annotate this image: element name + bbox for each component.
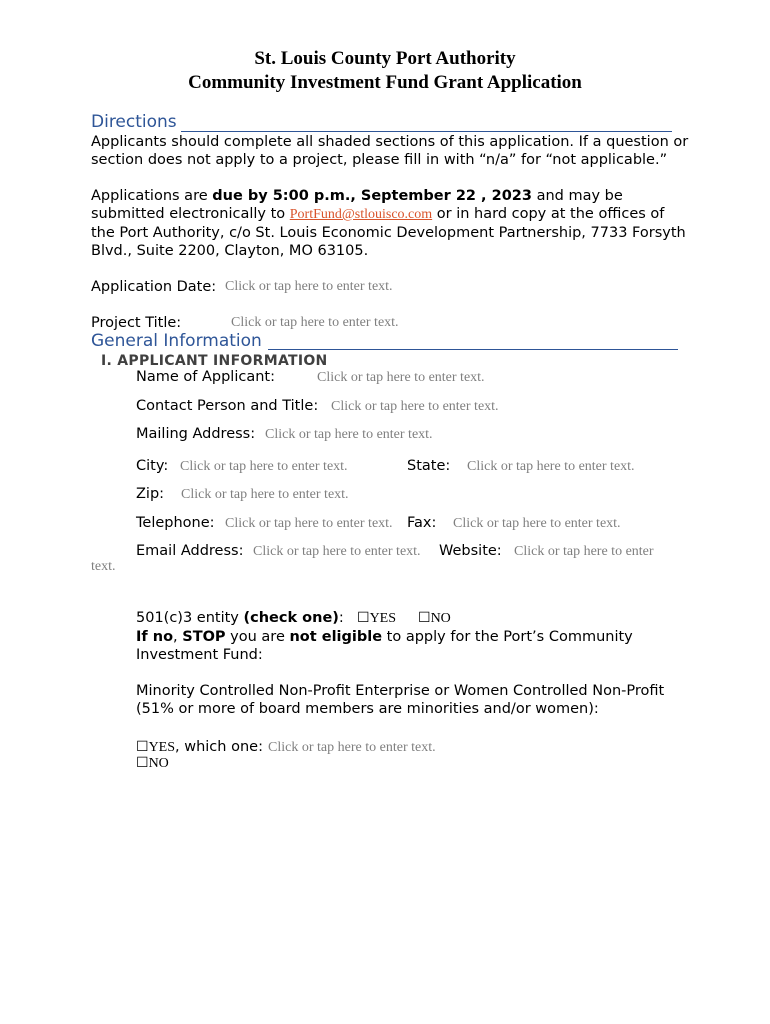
entity-label: 501(c)3 entity (136, 610, 244, 626)
minority-no-label: NO (148, 756, 169, 771)
directions-paragraph-1: Applicants should complete all shaded sections of this application. If a question or section does not apply to a project, please fill in with “n/a” for “not applicable.” (91, 134, 689, 168)
stop-word: STOP (182, 629, 226, 645)
fax-input[interactable]: Click or tap here to enter text. (453, 516, 621, 531)
entity-yes-option[interactable] (357, 610, 396, 627)
website-input-wrap[interactable]: text. (91, 559, 116, 574)
directions-rule (181, 131, 672, 132)
entity-colon: : (338, 610, 344, 626)
not-eligible: not eligible (289, 629, 383, 645)
telephone-input[interactable]: Click or tap here to enter text. (225, 516, 393, 531)
email-link[interactable]: PortFund@stlouisco.com (289, 207, 433, 222)
general-information-rule (268, 349, 678, 350)
mailing-address-input[interactable]: Click or tap here to enter text. (265, 427, 433, 442)
project-title-input[interactable]: Click or tap here to enter text. (231, 315, 399, 330)
minority-yes-checkbox[interactable]: ☐ (136, 740, 149, 755)
applicant-information-heading: I. APPLICANT INFORMATION (101, 353, 328, 369)
fax-label: Fax: (407, 515, 437, 531)
contact-person-input[interactable]: Click or tap here to enter text. (331, 399, 499, 414)
state-input[interactable]: Click or tap here to enter text. (467, 459, 635, 474)
stop-comma: , (173, 629, 183, 645)
general-information-heading: General Information (91, 331, 262, 351)
telephone-label: Telephone: (136, 515, 215, 531)
stop-notice (136, 628, 676, 664)
city-input[interactable]: Click or tap here to enter text. (180, 459, 348, 474)
entity-yes-checkbox[interactable]: ☐ (357, 611, 370, 626)
name-of-applicant-input[interactable]: Click or tap here to enter text. (317, 370, 485, 385)
entity-no-checkbox[interactable]: ☐ (418, 611, 431, 626)
due-lead: Applications are (91, 188, 213, 204)
entity-no-option[interactable] (418, 610, 451, 627)
which-one-label: , which one: (175, 739, 263, 755)
minority-no-checkbox[interactable]: ☐ (136, 756, 149, 771)
website-label: Website: (439, 543, 502, 559)
entity-check-one: (check one) (243, 610, 339, 626)
name-of-applicant-label: Name of Applicant: (136, 369, 275, 385)
email-address-label: Email Address: (136, 543, 244, 559)
minority-yes-label: YES (148, 740, 176, 755)
project-title-label: Project Title: (91, 315, 182, 331)
email-address-input[interactable]: Click or tap here to enter text. (253, 544, 421, 559)
city-label: City: (136, 458, 169, 474)
due-mid: and may be submitted electronically to (91, 188, 623, 222)
website-input[interactable]: Click or tap here to enter (514, 544, 654, 559)
entity-question (136, 609, 344, 627)
contact-person-label: Contact Person and Title: (136, 398, 319, 414)
application-date-label: Application Date: (91, 279, 217, 295)
mailing-address-label: Mailing Address: (136, 426, 256, 442)
document-title-line1: St. Louis County Port Authority (254, 48, 516, 69)
state-label: State: (407, 458, 451, 474)
application-date-input[interactable]: Click or tap here to enter text. (225, 279, 393, 294)
minority-question: Minority Controlled Non-Profit Enterprise or Women Controlled Non-Profit (51% or more of board members are minorities and/or women): (136, 683, 665, 717)
due-tail: or in hard copy at the offices of the Port Authority, c/o St. Louis Economic Development Partnership, 7733 Forsyth Blvd., Suite 2200, Clayton, MO 63105. (91, 206, 686, 259)
due-date: due by 5:00 p.m., September 22 , 2023 (212, 188, 532, 204)
directions-paragraph-2 (91, 187, 691, 260)
entity-no-label: NO (430, 611, 451, 626)
minority-no-row (136, 755, 169, 772)
which-one-input[interactable]: Click or tap here to enter text. (268, 740, 436, 755)
stop-mid: you are (225, 629, 290, 645)
entity-yes-label: YES (369, 611, 397, 626)
zip-label: Zip: (136, 486, 165, 502)
zip-input[interactable]: Click or tap here to enter text. (181, 487, 349, 502)
stop-if-no: If no (136, 629, 174, 645)
minority-yes-row (136, 736, 436, 756)
stop-tail: to apply for the Port’s Community Investment Fund: (136, 629, 633, 663)
directions-heading: Directions (91, 112, 177, 132)
document-title-line2: Community Investment Fund Grant Application (188, 72, 582, 93)
